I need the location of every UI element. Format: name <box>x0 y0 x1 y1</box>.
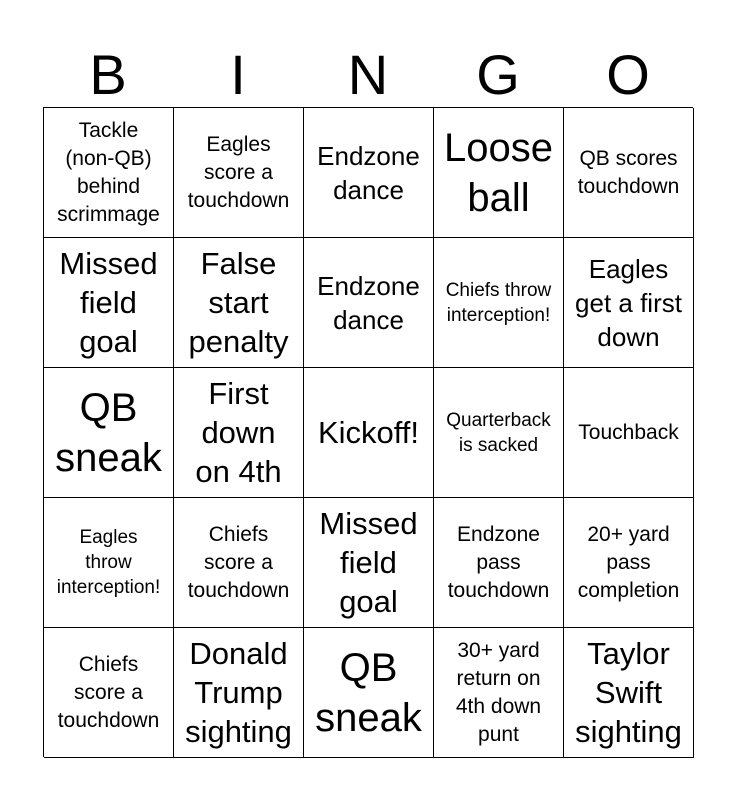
bingo-cell-label: Endzone pass touchdown <box>447 522 550 602</box>
bingo-cell-r4-c1[interactable] <box>44 498 174 628</box>
bingo-cell-r5-c1[interactable] <box>44 628 174 758</box>
bingo-cell-label: Eagles score a touchdown <box>187 132 290 212</box>
bingo-cell-label: Chiefs score a touchdown <box>57 652 160 732</box>
bingo-cell-label: 20+ yard pass completion <box>577 522 680 602</box>
bingo-cell-label: Taylor Swift sighting <box>575 636 682 749</box>
header-letter-i: I <box>230 43 246 106</box>
bingo-cell-r1-c3[interactable] <box>304 108 434 238</box>
header-letter-o: O <box>606 43 650 106</box>
bingo-cell-r3-c1[interactable] <box>44 368 174 498</box>
bingo-cell-label: QB sneak <box>55 385 162 480</box>
bingo-cell-label: False start penalty <box>188 246 289 359</box>
bingo-cell-r3-c5[interactable] <box>564 368 694 498</box>
bingo-cell-label: Tackle (non-QB) behind scrimmage <box>57 118 160 226</box>
bingo-cell-label: Eagles get a first down <box>575 253 682 352</box>
bingo-cell-label: First down on 4th <box>195 376 282 489</box>
bingo-cell-r4-c5[interactable] <box>564 498 694 628</box>
bingo-cell-label: Missed field goal <box>59 246 158 359</box>
bingo-board <box>43 107 693 757</box>
bingo-cell-r5-c3[interactable] <box>304 628 434 758</box>
header-letter-g: G <box>476 43 520 106</box>
header-letter-b: B <box>89 43 127 106</box>
bingo-cell-label: Endzone dance <box>317 140 420 205</box>
bingo-cell-r5-c4[interactable] <box>434 628 564 758</box>
bingo-cell-r1-c5[interactable] <box>564 108 694 238</box>
bingo-cell-label: Eagles throw interception! <box>56 527 161 598</box>
bingo-cell-r1-c4[interactable] <box>434 108 564 238</box>
bingo-cell-r5-c2[interactable] <box>174 628 304 758</box>
bingo-cell-label: Kickoff! <box>317 415 420 450</box>
bingo-cell-r2-c1[interactable] <box>44 238 174 368</box>
bingo-header <box>43 42 693 108</box>
bingo-cell-label: Quarterback is sacked <box>446 409 551 456</box>
bingo-cell-r5-c5[interactable] <box>564 628 694 758</box>
bingo-cell-label: Endzone dance <box>317 270 420 335</box>
bingo-cell-label: Missed field goal <box>319 506 418 619</box>
bingo-cell-label: Touchback <box>578 420 679 444</box>
bingo-cell-r2-c4[interactable] <box>434 238 564 368</box>
bingo-cell-label: Chiefs score a touchdown <box>187 522 290 602</box>
header-letter-n: N <box>347 43 389 106</box>
bingo-cell-label: Donald Trump sighting <box>185 636 292 749</box>
bingo-cell-r3-c3[interactable] <box>304 368 434 498</box>
bingo-cell-r4-c3[interactable] <box>304 498 434 628</box>
bingo-cell-label: Loose ball <box>444 125 553 220</box>
bingo-cell-r1-c1[interactable] <box>44 108 174 238</box>
bingo-cell-r3-c4[interactable] <box>434 368 564 498</box>
bingo-cell-label: Chiefs throw interception! <box>445 279 552 326</box>
bingo-cell-r2-c5[interactable] <box>564 238 694 368</box>
bingo-cell-r1-c2[interactable] <box>174 108 304 238</box>
bingo-cell-r4-c2[interactable] <box>174 498 304 628</box>
bingo-cell-r3-c2[interactable] <box>174 368 304 498</box>
bingo-cell-r2-c3[interactable] <box>304 238 434 368</box>
bingo-cell-label: QB sneak <box>315 645 422 740</box>
bingo-cell-label: 30+ yard return on 4th down punt <box>455 638 542 746</box>
bingo-cell-r2-c2[interactable] <box>174 238 304 368</box>
bingo-cell-r4-c4[interactable] <box>434 498 564 628</box>
bingo-cell-label: QB scores touchdown <box>577 146 680 198</box>
